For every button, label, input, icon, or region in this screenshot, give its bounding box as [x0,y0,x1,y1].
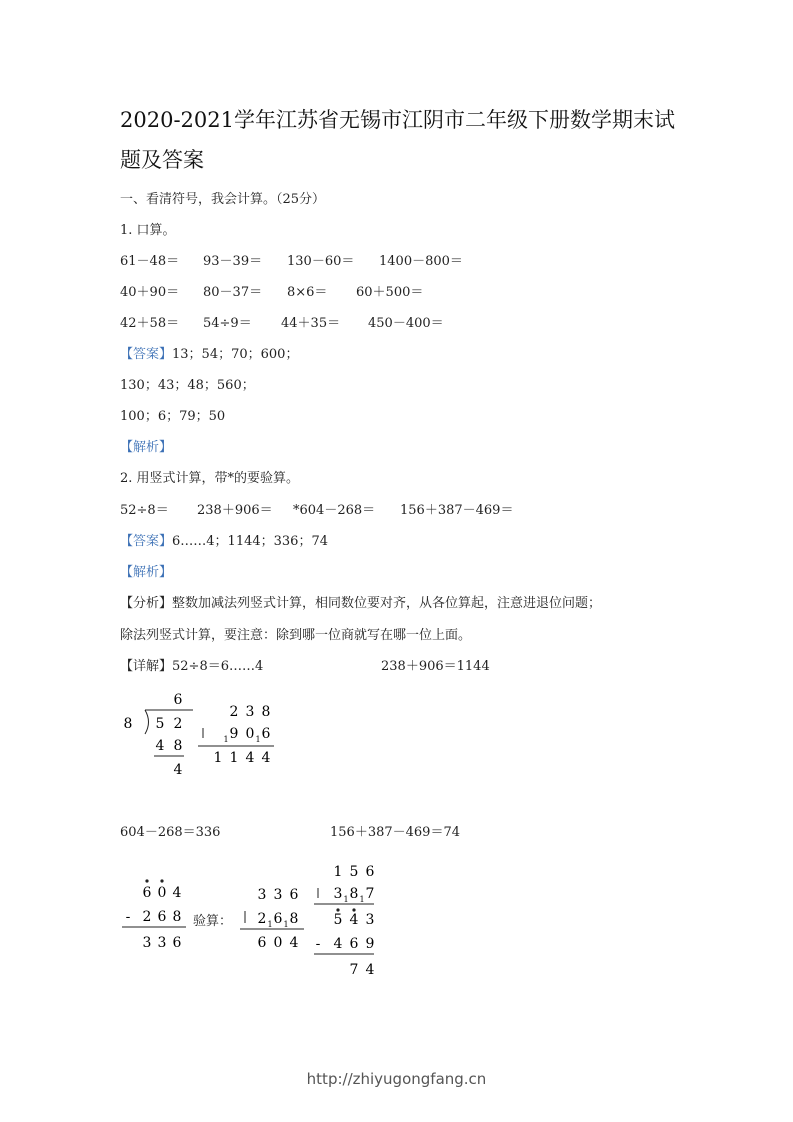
question-1-label: 1. 口算。 [120,223,176,238]
vertical-check [240,883,310,959]
vertical-item: 156＋387－469＝ [400,503,514,518]
detail-tag: 【详解】 [120,659,173,674]
digit: 4 [173,762,183,778]
vertical-item: 52÷8＝ [120,503,169,518]
digit: 3 [257,887,267,903]
answer-line-2: 130；43；48；560； [120,378,255,393]
digit: 6 [261,726,271,742]
footer-url[interactable]: http://zhiyugongfang.cn [306,1070,487,1088]
borrow-dot [145,879,148,882]
detail-text-1: 52÷8＝6……4 [172,659,264,674]
long-division-svg [118,688,208,783]
digit: 6 [349,936,359,952]
oral-item: 1400－800＝ [379,254,463,269]
digit: 6 [172,935,182,951]
oral-item: 450－400＝ [368,316,444,331]
digit: 2 [173,716,183,732]
digit: 3 [245,704,255,720]
detail-line [120,655,263,674]
answer-line-q2 [120,530,328,549]
operator: - [125,909,131,925]
oral-row-2 [120,281,423,300]
answer-line-1 [120,343,298,362]
digit: 4 [333,936,343,952]
digit: 6 [365,864,375,880]
carry-mark: 1 [255,735,261,744]
oral-item: 44＋35＝ [281,316,341,331]
oral-item: 93－39＝ [203,254,263,269]
digit: 9 [365,936,375,952]
digit: 3 [157,935,167,951]
digit: 0 [273,935,283,951]
section-heading: 一、看清符号，我会计算。（25分） [120,192,326,207]
digit: 0 [157,885,167,901]
digit: 5 [349,864,359,880]
digit: 1 [229,750,239,766]
oral-item: 54÷9＝ [203,316,252,331]
digit: 7 [365,886,375,902]
digit: 0 [245,726,255,742]
carry-mark: 1 [343,895,349,904]
digit: 3 [365,912,375,928]
fenxi-text: 整数加减法列竖式计算，相同数位要对齐，从各位算起，注意进退位问题； [172,596,602,611]
digit: 5 [155,716,165,732]
digit: 2 [142,909,152,925]
digit: 8 [173,738,183,754]
digit: 3 [333,886,343,902]
digit: 1 [333,864,343,880]
digit: 6 [273,911,283,927]
oral-row-3 [120,312,444,331]
digit: 6 [257,935,267,951]
digit: 2 [257,911,267,927]
carry-mark: 1 [223,735,229,744]
digit: 8 [261,704,271,720]
digit: 6 [173,692,183,708]
vertical-subtraction [122,875,192,959]
digit: 3 [142,935,152,951]
digit: 5 [333,912,343,928]
operator: - [315,936,321,952]
digit: 7 [349,962,359,978]
vertical-items-row [120,499,513,518]
detail-text-4: 156＋387－469＝74 [330,825,460,840]
vertical-check-svg [240,883,310,955]
digit: 4 [365,962,375,978]
oral-item: 60＋500＝ [356,285,424,300]
digit: 6 [142,885,152,901]
digit: 4 [289,935,299,951]
vertical-mixed-svg [310,860,380,980]
fenxi-line-2: 除法列竖式计算，要注意：除到哪一位商就写在哪一位上面。 [120,628,472,643]
carry-mark: 1 [283,920,289,929]
oral-row-1 [120,250,463,269]
digit: 4 [349,912,359,928]
carry-mark: 1 [267,920,273,929]
long-division [118,688,208,787]
digit: 4 [155,738,165,754]
digit: 6 [289,887,299,903]
answer-tag: 【答案】 [120,534,173,549]
analysis-tag: 【解析】 [120,440,173,455]
detail-text-2: 238＋906＝1144 [381,659,490,674]
digit: 4 [261,750,271,766]
question-2-label: 2. 用竖式计算，带*的要验算。 [120,471,300,486]
oral-item: 61－48＝ [120,254,180,269]
vertical-subtraction-svg [122,875,192,955]
digit: 8 [349,886,359,902]
vertical-addition-1-svg [198,700,278,770]
oral-item: 40＋90＝ [120,285,180,300]
digit: 8 [123,716,133,732]
fenxi-tag: 【分析】 [120,596,173,611]
digit: 4 [172,885,182,901]
digit: 3 [273,887,283,903]
fenxi-line-1 [120,592,601,611]
analysis-tag: 【解析】 [120,565,173,580]
digit: 8 [172,909,182,925]
digit: 4 [245,750,255,766]
borrow-dot [160,879,163,882]
digit: 8 [289,911,299,927]
digit: 6 [157,909,167,925]
oral-item: 130－60＝ [287,254,355,269]
bracket-curve [145,710,149,734]
page-title: 2020-2021学年江苏省无锡市江阴市二年级下册数学期末试题及答案 [120,108,675,172]
vertical-addition-1 [198,700,278,774]
vertical-item: *604－268＝ [293,503,376,518]
digit: 9 [229,726,239,742]
oral-item: 8×6＝ [287,285,328,300]
vertical-mixed [310,860,380,984]
answer-text: 6……4；1144；336；74 [172,534,328,549]
check-label: 验算： [193,914,233,929]
carry-mark: 1 [359,895,365,904]
vertical-item: 238＋906＝ [197,503,273,518]
digit: 1 [213,750,223,766]
detail-text-3: 604－268＝336 [120,825,221,840]
answer-tag: 【答案】 [120,347,173,362]
answer-line-3: 100；6；79；50 [120,409,226,424]
oral-item: 42＋58＝ [120,316,180,331]
digit: 2 [229,704,239,720]
answer-text: 13；54；70；600； [172,347,299,362]
oral-item: 80－37＝ [203,285,263,300]
